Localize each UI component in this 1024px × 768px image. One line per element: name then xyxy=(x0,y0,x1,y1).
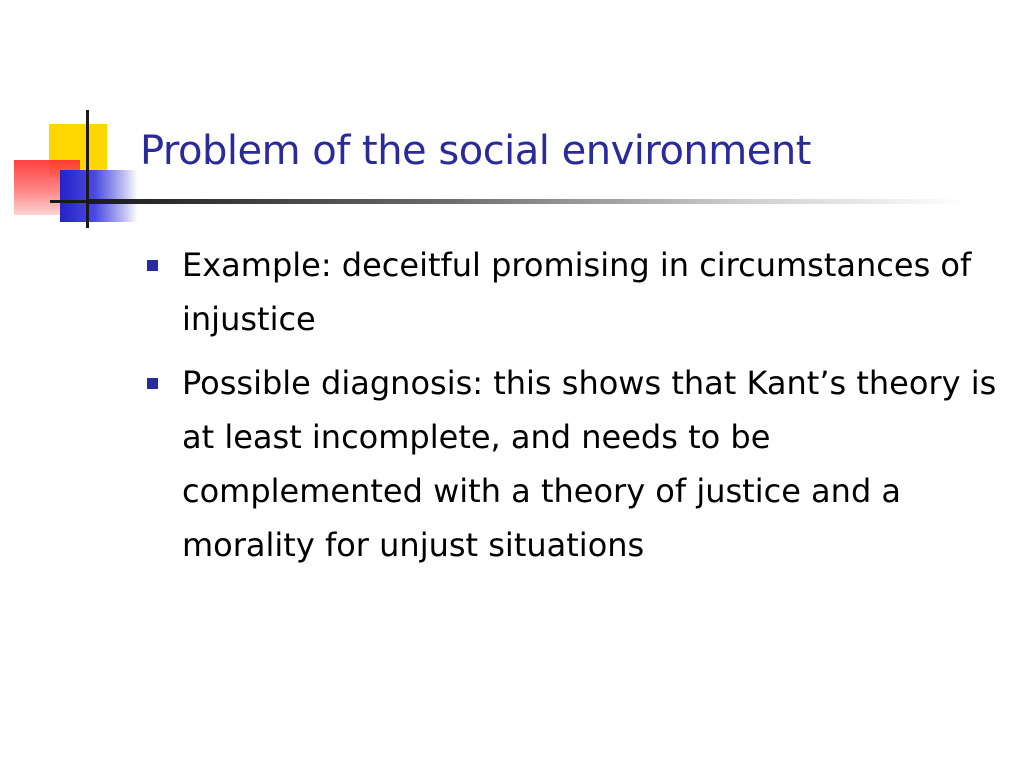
bullet-square-icon xyxy=(147,378,158,389)
slide-title: Problem of the social environment xyxy=(140,128,811,174)
bullet-list xyxy=(145,238,1015,582)
slide-logo-icon xyxy=(0,0,140,240)
logo-vertical-line xyxy=(86,110,89,228)
logo-horizontal-line xyxy=(50,200,90,203)
bullet-item xyxy=(145,238,1015,346)
bullet-text: Possible diagnosis: this shows that Kant’s theory is at least incomplete, and needs to be complemented with a theory of justice and a morality for unjust situations xyxy=(182,364,997,564)
logo-blue-square xyxy=(60,170,138,222)
bullet-item xyxy=(145,356,1015,572)
title-underline xyxy=(88,199,968,204)
bullet-text: Example: deceitful promising in circumstances of injustice xyxy=(182,246,972,338)
bullet-square-icon xyxy=(147,260,158,271)
